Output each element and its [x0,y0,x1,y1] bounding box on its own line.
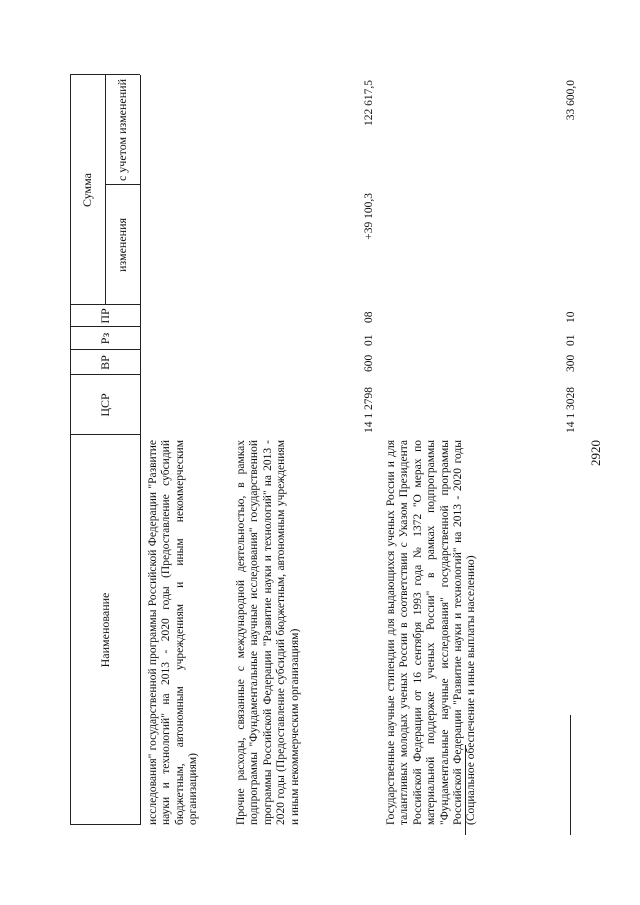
header-with-changes: с учетом изменений [115,78,129,182]
row-2-rz: 01 [565,334,577,346]
row-1-pr: 08 [363,311,375,323]
header-pr: ПР [97,308,112,324]
header-csr: ЦСР [97,393,112,417]
row-1-total: 122 617,5 [363,80,375,126]
header-changes: изменения [115,217,129,273]
row-1-vr: 600 [363,354,375,372]
row-1-rz: 01 [363,334,375,346]
row-2-total: 33 600,0 [565,80,577,121]
row-2-name: Государственные научные стипендии для выдающихся ученых России и для талантливых молодых ученых России в соответствии с Указом Президента Российской Федерации от 16 сентября 1993 года № 1372 "О мерах по материальной поддержке ученых России" в рамках подпрограммы "Фундаментальные научные исследования" государственной программы Российской Федерации "Развитие науки и технологий" на 2013 - 2020 годы (Социальное обеспечение и иные выплаты населению) [385,440,478,825]
row-2-csr: 14 1 3028 [565,387,577,433]
header-name: Наименование [97,592,112,668]
row-0-name: исследования" государственной программы Российской Федерации "Развитие науки и технологий" на 2013 - 2020 годы (Предоставление субсидий бюджетным, автономным учреждениям и иным некоммерческим организациям) [147,440,200,825]
row-2-vr: 300 [565,354,577,372]
header-top-border-left [570,715,571,835]
row-2-pr: 10 [565,311,577,323]
page-number: 2920 [588,440,603,466]
row-1-change: +39 100,3 [363,193,375,240]
spacer [568,73,569,825]
row-1-name: Прочие расходы, связанные с международной деятельностью, в рамках подпрограммы "Фундаментальные научные исследования" государственной программы Российской Федерации "Развитие науки и технологий" на 2013 - 2020 годы (Предоставление субсидий бюджетным, автономным учреждениям и иным некоммерческим организациям) [235,440,301,825]
row-1-csr: 14 1 2798 [363,387,375,433]
header-sum: Сумма [80,173,94,207]
header-vr: ВР [97,355,112,370]
header-bottom-edge [140,75,141,825]
header-rz: Рз [97,332,112,345]
